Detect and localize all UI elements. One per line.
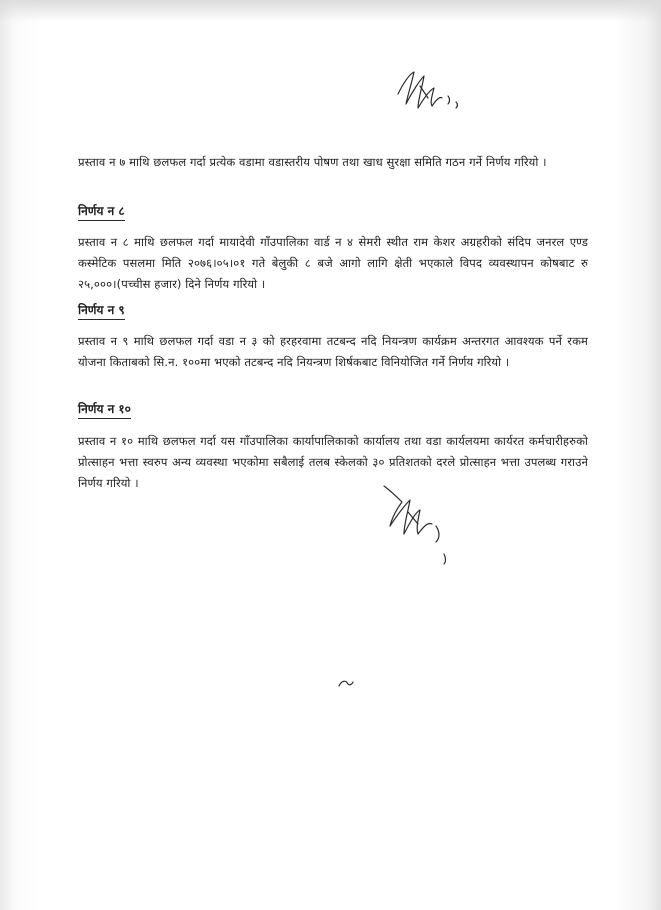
signature-bottom bbox=[378, 482, 458, 566]
signature-top bbox=[392, 68, 472, 118]
decision-10-heading: निर्णय न १० bbox=[78, 401, 131, 419]
proposal-7-text: प्रस्ताव न ७ माथि छलफल गर्दा प्रत्येक वडामा वडास्तरीय पोषण तथा खाध सुरक्षा समिति गठन गर्ने निर्णय गरियो । bbox=[78, 155, 547, 169]
decision-8-heading: निर्णय न ८ bbox=[78, 203, 125, 221]
ink-mark bbox=[336, 676, 356, 690]
decision-8-text: प्रस्ताव न ८ माथि छलफल गर्दा मायादेवी गाँउपालिका वार्ड न ४ सेमरी स्थीत राम केशर अग्रहरीको संदिप जनरल एण्ड कस्मेटिक पसलमा मिति २०७६।०५।०१ गते बेलुकी ८ बजे आगो लागि क्षेती भएकाले विपद व्यवस्थापन कोषबाट रु २५,०००।(पच्चीस हजार) दिने निर्णय गरियो । bbox=[78, 235, 588, 291]
decision-9-heading: निर्णय न ९ bbox=[78, 302, 125, 320]
scan-edge-shadow bbox=[0, 0, 661, 22]
decision-10-text: प्रस्ताव न १० माथि छलफल गर्दा यस गाँउपालिका कार्यापालिकाको कार्यालय तथा वडा कार्यलयमा कार्यरत कर्मचारीहरुको प्रोत्साहन भत्ता स्वरुप अन्य व्यवस्था भएकोमा सबैलाई तलब स्केलको ३० प्रतिशतको दरले प्रोत्साहन भत्ता उपलब्ध गराउने निर्णय गरियो । bbox=[78, 434, 588, 490]
decision-9-text: प्रस्ताव न ९ माथि छलफल गर्दा वडा न ३ को हरहरवामा तटबन्द नदि नियन्त्रण कार्यक्रम अन्तरगत आवश्यक पर्ने रकम योजना किताबको सि.न. १००मा भएको तटबन्द नदि नियन्त्रण शिर्षकबाट विनियोजित गर्ने निर्णय गरियो । bbox=[78, 334, 588, 369]
